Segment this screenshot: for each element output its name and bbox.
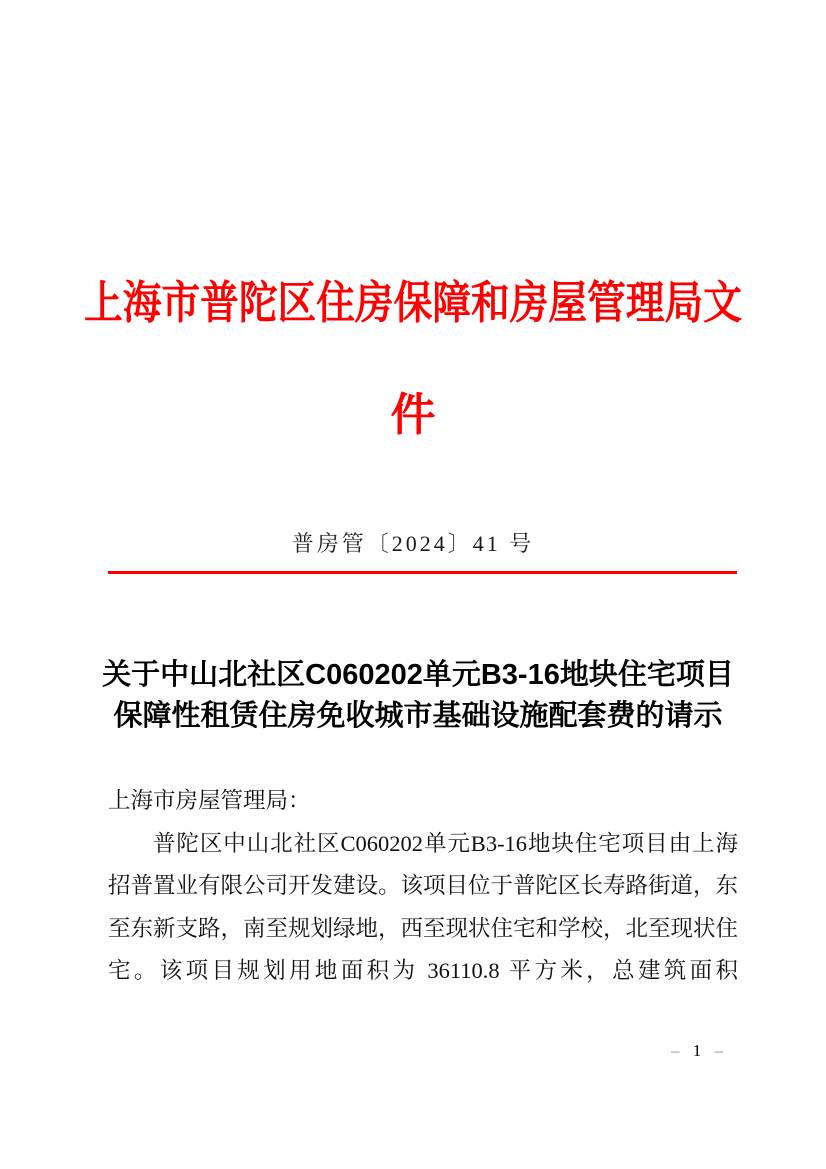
letterhead-title-line1: 上海市普陀区住房保障和房屋管理局文 [84, 277, 742, 328]
doc-reference-number: 普房管〔2024〕41 号 [291, 531, 535, 556]
body-line: 至东新支路，南至规划绿地，西至现状住宅和学校，北至现状住 [108, 915, 739, 941]
salutation: 上海市房屋管理局： [108, 788, 311, 813]
body-line: 宅。该项目规划用地面积为 36110.8 平方米，总建筑面积 [108, 958, 738, 983]
page-number-value: 1 [692, 1041, 702, 1060]
document-body [108, 780, 738, 993]
page-number [671, 1041, 723, 1061]
red-separator-line [108, 571, 737, 574]
document-title [98, 655, 738, 737]
page-number-right-dash: – [714, 1041, 723, 1060]
letterhead-title-line2: 件 [390, 389, 436, 440]
document-title-line2: 保障性租赁住房免收城市基础设施配套费的请示 [113, 700, 723, 732]
document-title-line1: 关于中山北社区C060202单元B3-16地块住宅项目 [102, 659, 734, 691]
body-line: 普陀区中山北社区C060202单元B3-16地块住宅项目由上海 [153, 830, 738, 856]
body-line: 招普置业有限公司开发建设。该项目位于普陀区长寿路街道，东 [108, 873, 739, 898]
page-number-left-dash: – [671, 1041, 680, 1060]
